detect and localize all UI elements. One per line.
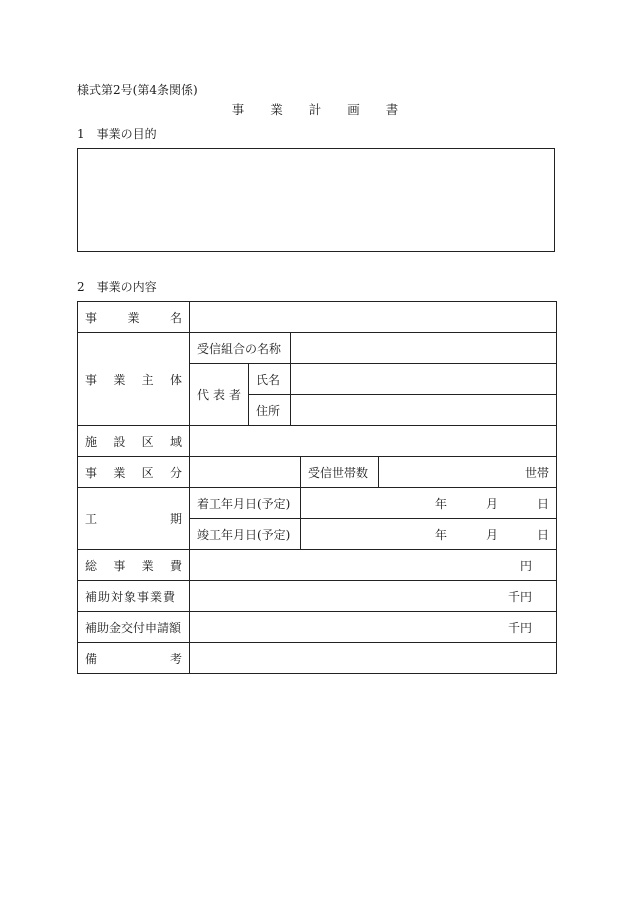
label-char: 域: [169, 434, 182, 449]
thousand-yen-unit: 千円: [507, 589, 532, 604]
thousand-yen-unit: 千円: [507, 620, 532, 635]
table-row: [78, 333, 557, 364]
subsidy-target-cost-field[interactable]: [190, 581, 557, 612]
document-title: [0, 104, 630, 117]
title-char: 書: [385, 102, 399, 117]
table-row: [78, 457, 557, 488]
rep-name-label: 氏名: [249, 364, 291, 395]
title-char: 画: [347, 102, 360, 117]
label-char: 区: [141, 434, 154, 449]
category-label: [78, 457, 190, 488]
day-unit: 日: [536, 527, 549, 542]
start-date-field[interactable]: [301, 488, 557, 519]
month-unit: 月: [485, 496, 498, 511]
label-char: 考: [169, 651, 182, 666]
year-unit: 年: [434, 496, 447, 511]
label-char: 工: [85, 512, 98, 526]
total-cost-field[interactable]: [190, 550, 557, 581]
total-cost-label: [78, 550, 190, 581]
rep-name-field[interactable]: [291, 364, 557, 395]
facility-area-field[interactable]: [190, 426, 557, 457]
title-char: 業: [270, 102, 283, 117]
year-unit: 年: [434, 527, 447, 542]
label-char: 施: [85, 434, 98, 449]
label-char: 設: [113, 434, 126, 449]
day-unit: 日: [536, 496, 549, 511]
end-date-field[interactable]: [301, 519, 557, 550]
project-name-field[interactable]: [190, 302, 557, 333]
label-char: 者: [228, 388, 241, 402]
category-field[interactable]: [190, 457, 301, 488]
label-char: 事: [85, 310, 98, 325]
label-char: 主: [141, 372, 154, 387]
label-char: 分: [169, 465, 182, 480]
end-date-label: 竣工年月日(予定): [190, 519, 301, 550]
entity-label: [78, 333, 190, 426]
label-char: 代: [197, 388, 210, 402]
table-row: [78, 426, 557, 457]
label-char: 備: [85, 651, 98, 666]
subsidy-request-field[interactable]: [190, 612, 557, 643]
table-row: [78, 612, 557, 643]
households-field[interactable]: [379, 457, 557, 488]
label-char: 表: [212, 388, 225, 402]
label-char: 総: [85, 558, 98, 573]
table-row: [78, 643, 557, 674]
label-char: 業: [127, 310, 140, 325]
table-row: [78, 302, 557, 333]
label-char: 期: [169, 512, 182, 526]
project-plan-table: [77, 301, 557, 674]
households-label: 受信世帯数: [301, 457, 379, 488]
form-number: 様式第2号(第4条関係): [77, 83, 198, 97]
start-date-label: 着工年月日(予定): [190, 488, 301, 519]
label-char: 事: [85, 372, 98, 387]
representative-label: [190, 364, 249, 426]
yen-unit: 円: [519, 558, 532, 573]
label-char: 業: [113, 465, 126, 480]
subsidy-request-label: 補助金交付申請額: [78, 612, 190, 643]
label-char: 体: [169, 372, 182, 387]
remarks-label: [78, 643, 190, 674]
union-name-field[interactable]: [291, 333, 557, 364]
label-char: 業: [113, 372, 126, 387]
subsidy-target-cost-label: 補助対象事業費: [78, 581, 190, 612]
title-char: 事: [231, 102, 245, 117]
households-unit: 世帯: [524, 465, 549, 480]
month-unit: 月: [485, 527, 498, 542]
label-char: 費: [169, 558, 182, 573]
label-char: 区: [141, 465, 154, 480]
label-char: 名: [169, 310, 182, 325]
table-row: [78, 488, 557, 519]
table-row: [78, 550, 557, 581]
project-name-label: [78, 302, 190, 333]
rep-address-label: 住所: [249, 395, 291, 426]
section-heading-content: 2 事業の内容: [77, 280, 157, 294]
label-char: 業: [141, 558, 154, 573]
purpose-field[interactable]: [77, 148, 555, 252]
period-label: [78, 488, 190, 550]
facility-area-label: [78, 426, 190, 457]
remarks-field[interactable]: [190, 643, 557, 674]
section-heading-purpose: 1 事業の目的: [77, 127, 157, 141]
label-char: 事: [85, 465, 98, 480]
label-char: 事: [113, 558, 126, 573]
title-char: 計: [308, 102, 322, 117]
table-row: [78, 581, 557, 612]
rep-address-field[interactable]: [291, 395, 557, 426]
union-name-label: 受信組合の名称: [190, 333, 291, 364]
